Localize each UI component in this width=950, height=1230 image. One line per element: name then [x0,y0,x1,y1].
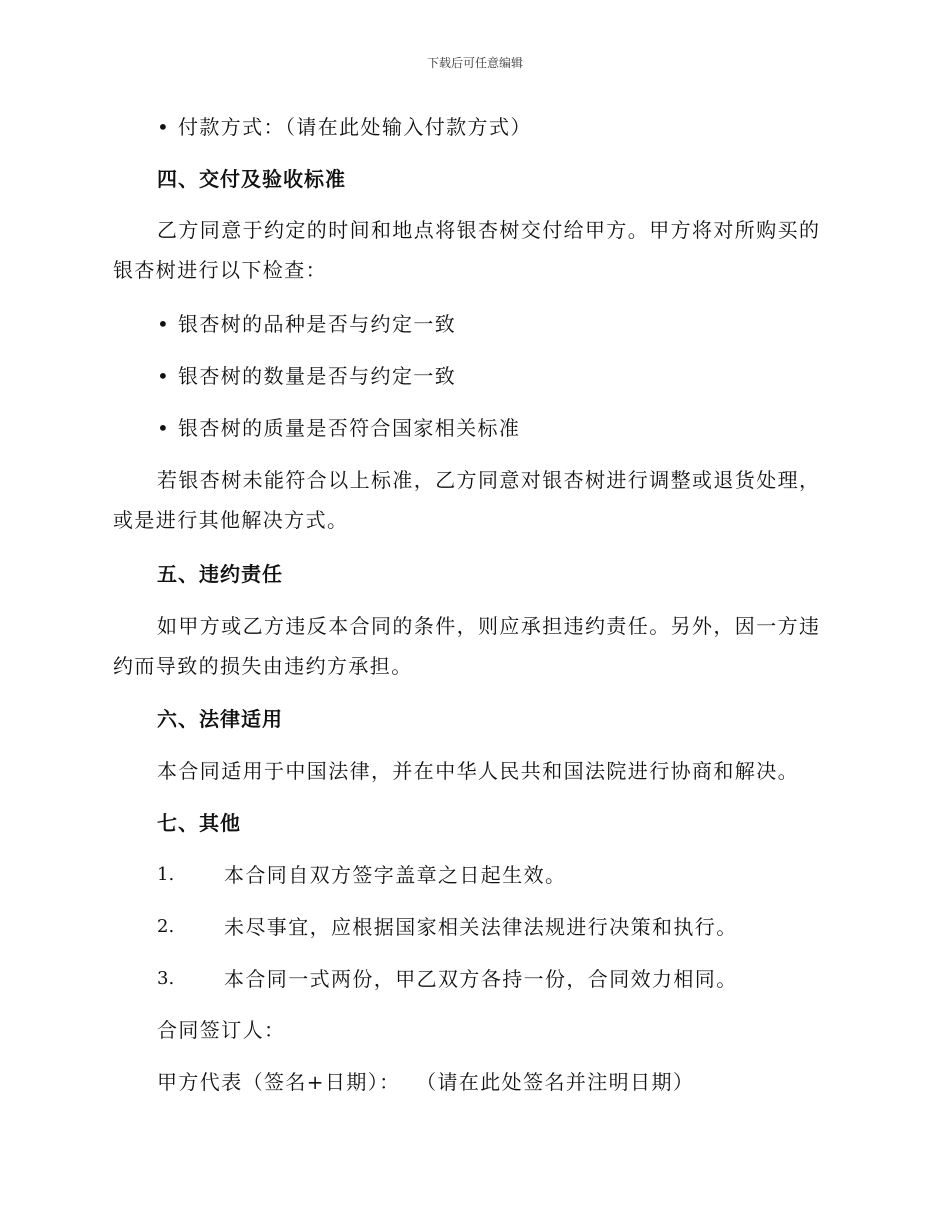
inspection-bullet-quantity: • 银杏树的数量是否与约定一致 [157,364,457,388]
clause-2-text: 未尽事宜，应根据国家相关法律法规进行决策和执行。 [224,915,738,939]
clause-1-text: 本合同自双方签字盖章之日起生效。 [224,863,567,887]
clause-3-number: 3. [157,968,175,989]
section-7-heading: 七、其他 [157,811,241,835]
section-4-heading: 四、交付及验收标准 [157,167,346,191]
clause-3-text: 本合同一式两份，甲乙双方各持一份，合同效力相同。 [224,967,738,991]
section-6-paragraph: 本合同适用于中国法律，并在中华人民共和国法院进行协商和解决。 [157,759,799,783]
section-6-heading: 六、法律适用 [157,707,283,731]
section-4-paragraph-2-line-2: 或是进行其他解决方式。 [113,508,349,532]
section-5-heading: 五、违约责任 [157,562,283,586]
inspection-bullet-quality: • 银杏树的质量是否符合国家相关标准 [157,416,521,440]
section-4-paragraph-1-line-1: 乙方同意于约定的时间和地点将银杏树交付给甲方。甲方将对所购买的 [157,218,821,242]
signatories-label: 合同签订人： [157,1018,286,1042]
section-4-paragraph-2-line-1: 若银杏树未能符合以上标准，乙方同意对银杏树进行调整或退货处理， [157,468,821,492]
clause-1-number: 1. [157,864,175,885]
section-4-paragraph-1-line-2: 银杏树进行以下检查： [113,258,327,282]
page-header: 下载后可任意编辑 [426,56,523,70]
section-5-paragraph-line-1: 如甲方或乙方违反本合同的条件，则应承担违约责任。另外，因一方违 [157,614,821,638]
section-5-paragraph-line-2: 约而导致的损失由违约方承担。 [113,654,413,678]
payment-method-line: • 付款方式：（请在此处输入付款方式） [157,115,532,139]
party-a-signature-line: 甲方代表（签名+日期）： （请在此处签名并注明日期） [157,1070,695,1094]
clause-2-number: 2. [157,916,175,937]
inspection-bullet-variety: • 银杏树的品种是否与约定一致 [157,312,457,336]
